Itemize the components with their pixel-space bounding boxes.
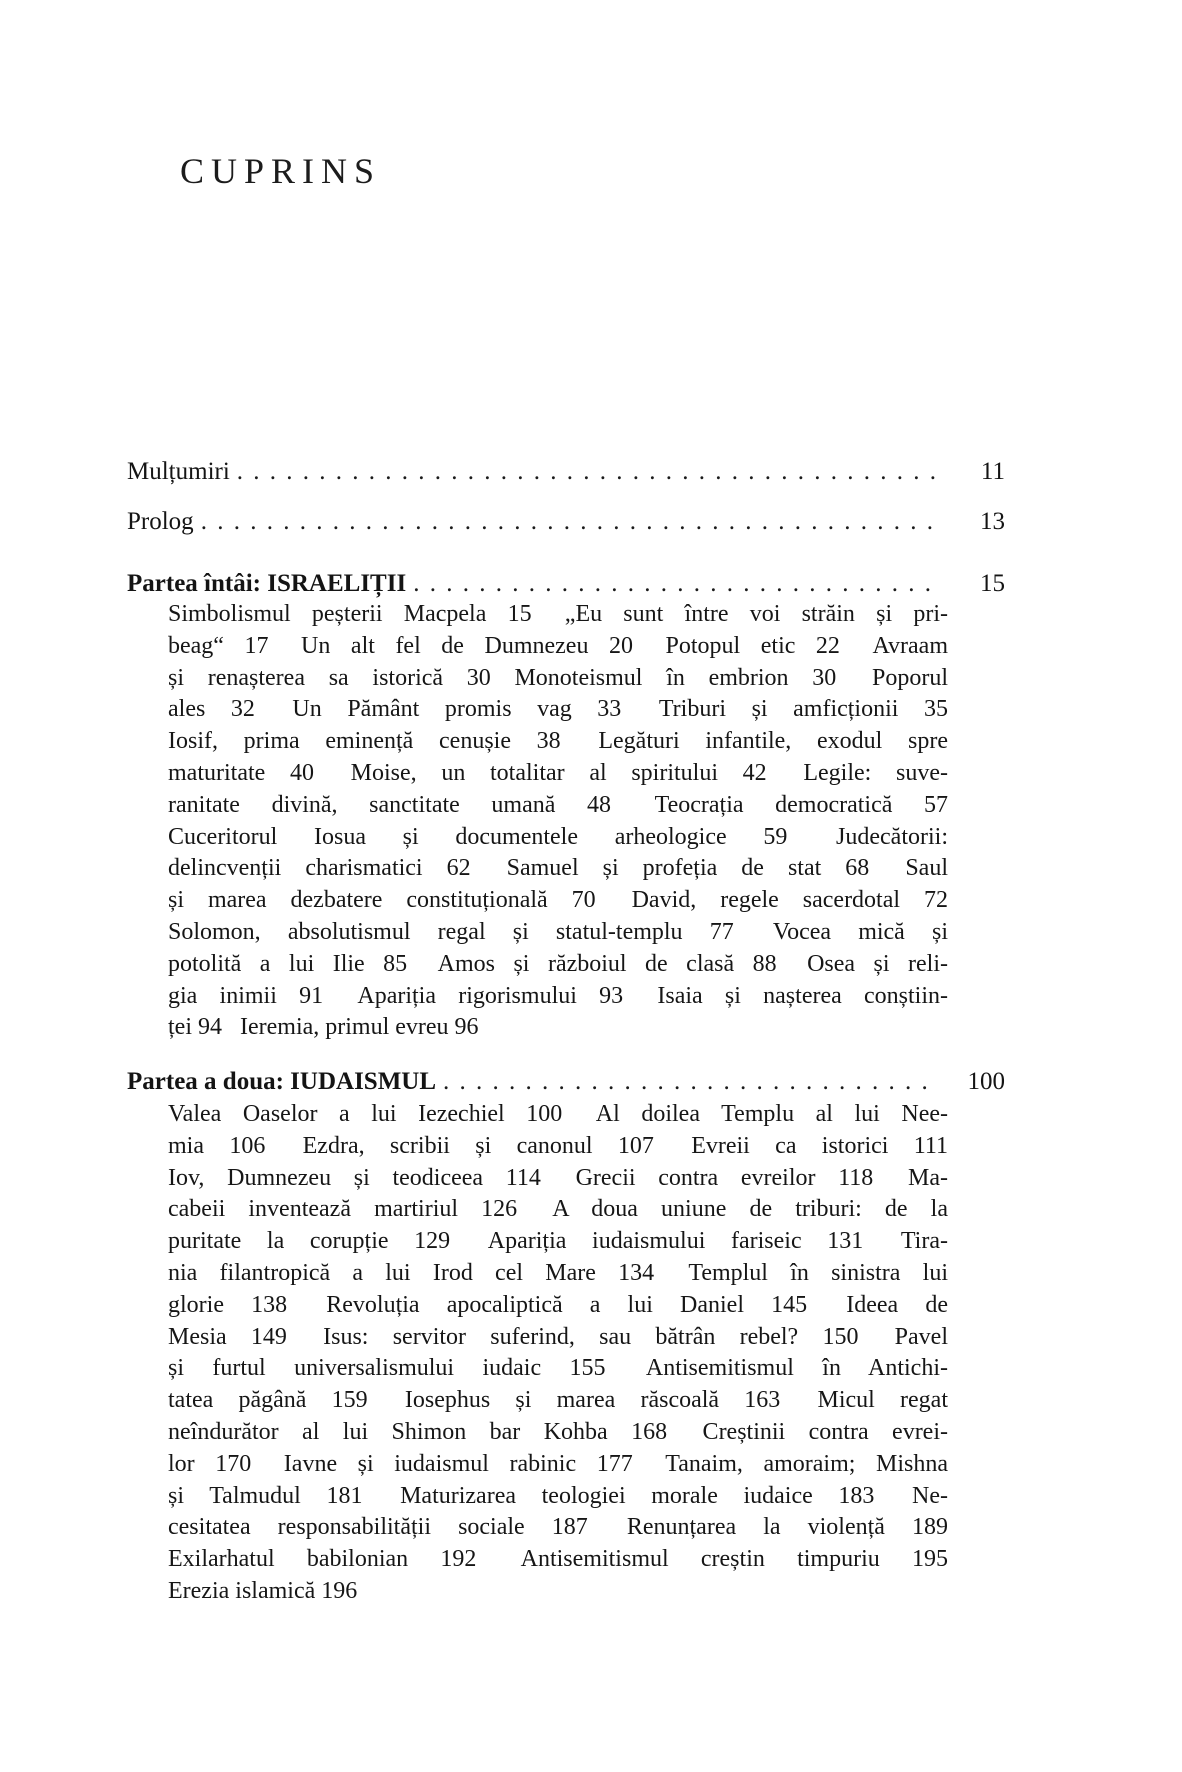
- dot-leader: [406, 568, 939, 599]
- body-line: beag“ 17 Un alt fel de Dumnezeu 20 Potopul etic 22 Avraam: [168, 632, 948, 659]
- body-line: cesitatea responsabilității sociale 187 Renunțarea la violență 189: [168, 1514, 948, 1541]
- body-line: puritate la corupție 129 Apariția iudaismului fariseic 131 Tira-: [168, 1228, 948, 1255]
- body-line: ranitate divină, sanctitate umană 48 Teocrația democratică 57: [168, 791, 948, 818]
- toc-entry-prolog: [127, 506, 1005, 537]
- entry-label: Prolog: [127, 508, 194, 535]
- body-line: Exilarhatul babilonian 192 Antisemitismul creștin timpuriu 195: [168, 1546, 948, 1573]
- section-heading-part2: [127, 1066, 1005, 1097]
- body-line: tatea păgână 159 Iosephus și marea răscoală 163 Micul regat: [168, 1387, 948, 1414]
- body-line: neîndurător al lui Shimon bar Kohba 168 Creștinii contra evrei-: [168, 1418, 948, 1445]
- body-line: nia filantropică a lui Irod cel Mare 134 Templul în sinistra lui: [168, 1259, 948, 1286]
- body-line: ales 32 Un Pământ promis vag 33 Triburi și amficționii 35: [168, 696, 948, 723]
- body-line: și renașterea sa istorică 30 Monoteismul în embrion 30 Poporul: [168, 664, 948, 691]
- body-line: și furtul universalismului iudaic 155 Antisemitismul în Antichi-: [168, 1355, 948, 1382]
- section-heading: Partea a doua: IUDAISMUL: [127, 1068, 437, 1095]
- page-number: 100: [967, 1068, 1005, 1095]
- body-line: Iov, Dumnezeu și teodiceea 114 Grecii contra evreilor 118 Ma-: [168, 1164, 948, 1191]
- dot-leader: [194, 506, 939, 537]
- section-body-part1: [168, 599, 948, 1044]
- body-line: delincvenții charismatici 62 Samuel și profeția de stat 68 Saul: [168, 855, 948, 882]
- body-line: și marea dezbatere constituțională 70 David, regele sacerdotal 72: [168, 887, 948, 914]
- dot-leader: [436, 1066, 939, 1097]
- body-line: lor 170 Iavne și iudaismul rabinic 177 Tanaim, amoraim; Mishna: [168, 1450, 948, 1477]
- body-line: glorie 138 Revoluția apocaliptică a lui Daniel 145 Ideea de: [168, 1291, 948, 1318]
- body-line: Solomon, absolutismul regal și statul-templu 77 Vocea mică și: [168, 918, 948, 945]
- section-body-part2: [168, 1099, 948, 1608]
- section-heading: Partea întâi: ISRAELIȚII: [127, 570, 407, 597]
- body-line: și Talmudul 181 Maturizarea teologiei morale iudaice 183 Ne-: [168, 1482, 948, 1509]
- body-line: maturitate 40 Moise, un totalitar al spiritului 42 Legile: suve-: [168, 759, 948, 786]
- page-number: 11: [980, 458, 1005, 485]
- dot-leader: [230, 456, 939, 487]
- body-line: cabeii inventează martiriul 126 A doua uniune de triburi: de la: [168, 1196, 948, 1223]
- body-line: Valea Oaselor a lui Iezechiel 100 Al doilea Templu al lui Nee-: [168, 1101, 948, 1127]
- body-line: Iosif, prima eminență cenușie 38 Legături infantile, exodul spre: [168, 728, 948, 755]
- body-line: Cuceritorul Iosua și documentele arheologice 59 Judecătorii:: [168, 823, 948, 850]
- page-number: 15: [980, 570, 1005, 597]
- body-line: ței 94 Ieremia, primul evreu 96: [168, 1014, 479, 1041]
- body-line: mia 106 Ezdra, scribii și canonul 107 Evreii ca istorici 111: [168, 1132, 948, 1159]
- body-line: Erezia islamică 196: [168, 1577, 358, 1604]
- body-line: gia inimii 91 Apariția rigorismului 93 Isaia și nașterea conștiin-: [168, 982, 948, 1009]
- entry-label: Mulțumiri: [127, 458, 230, 485]
- page-title: CUPRINS: [180, 151, 382, 191]
- page-number: 13: [980, 508, 1005, 535]
- toc-entry-multumiri: [127, 456, 1005, 487]
- body-line: Mesia 149 Isus: servitor suferind, sau bătrân rebel? 150 Pavel: [168, 1323, 948, 1350]
- section-heading-part1: [127, 568, 1005, 599]
- body-line: potolită a lui Ilie 85 Amos și războiul de clasă 88 Osea și reli-: [168, 950, 948, 977]
- body-line: Simbolismul peșterii Macpela 15 „Eu sunt între voi străin și pri-: [168, 601, 948, 627]
